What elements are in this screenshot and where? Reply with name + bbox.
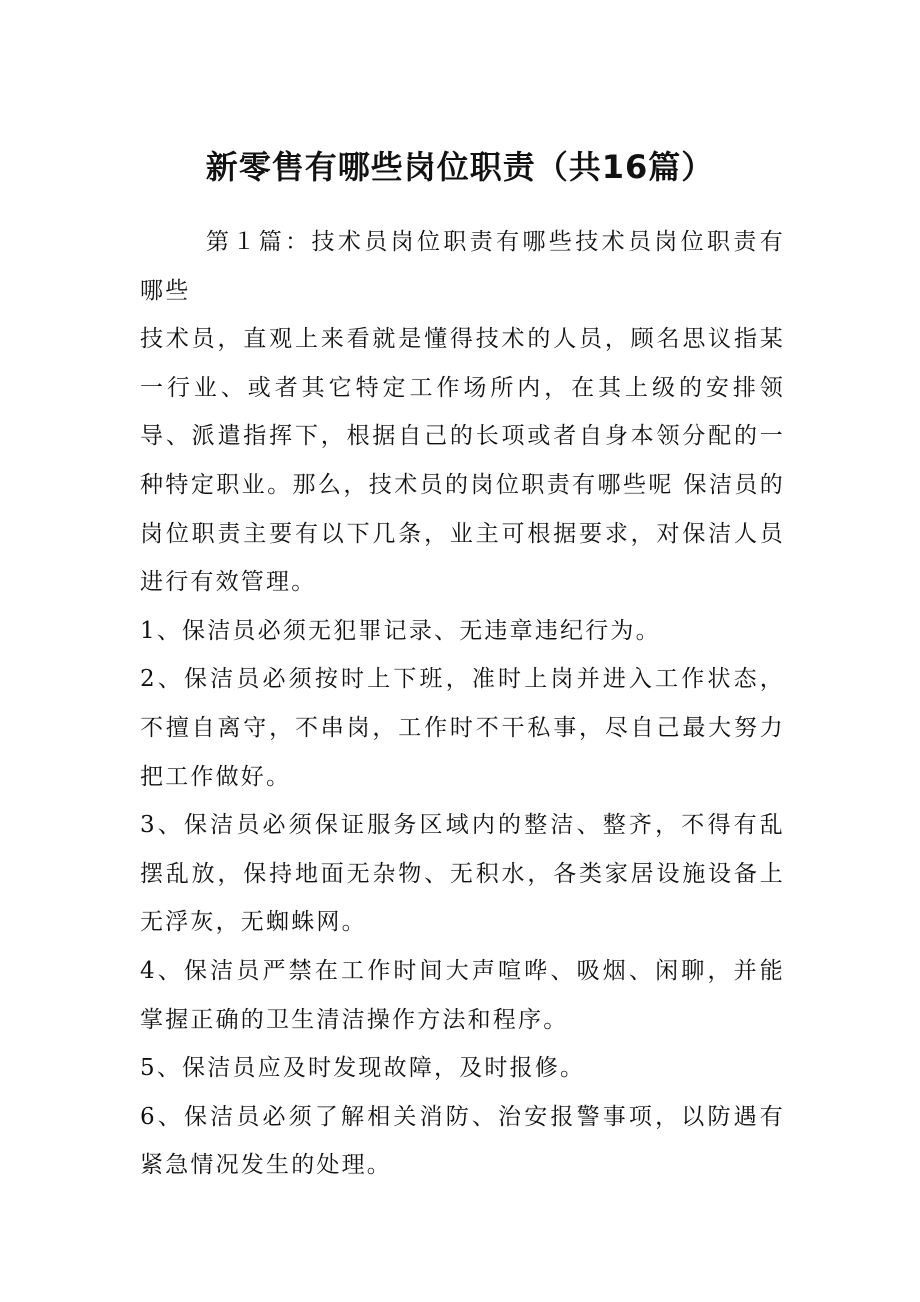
- duty-item-1: 1、保洁员必须无犯罪记录、无违章违纪行为。: [140, 617, 661, 644]
- section-heading: 第１篇：技术员岗位职责有哪些技术员岗位职责有哪些: [140, 229, 785, 304]
- duty-item-6: 6、保洁员必须了解相关消防、治安报警事项，以防遇有紧急情况发生的处理。: [140, 1103, 785, 1179]
- duty-item-2: 2、保洁员必须按时上下班，准时上岗并进入工作状态，不擅自离守，不串岗，工作时不干私事，尽自己最大努力把工作做好。: [140, 666, 785, 790]
- duty-item-3: 3、保洁员必须保证服务区域内的整洁、整齐，不得有乱摆乱放，保持地面无杂物、无积水，各类家居设施设备上无浮灰，无蜘蛛网。: [140, 812, 785, 936]
- duty-item-5: 5、保洁员应及时发现故障，及时报修。: [140, 1055, 586, 1082]
- duty-item-4: 4、保洁员严禁在工作时间大声喧哗、吸烟、闲聊，并能掌握正确的卫生清洁操作方法和程序。: [140, 957, 785, 1033]
- document-body: [140, 218, 785, 1190]
- intro-paragraph: 技术员，直观上来看就是懂得技术的人员，顾名思议指某一行业、或者其它特定工作场所内，在其上级的安排领导、派遣指挥下，根据自己的长项或者自身本领分配的一种特定职业。那么，技术员的岗位职责有哪些呢 保洁员的岗位职责主要有以下几条，业主可根据要求，对保洁人员进行有效管理。: [140, 326, 785, 596]
- document-title: 新零售有哪些岗位职责（共16篇）: [205, 148, 715, 186]
